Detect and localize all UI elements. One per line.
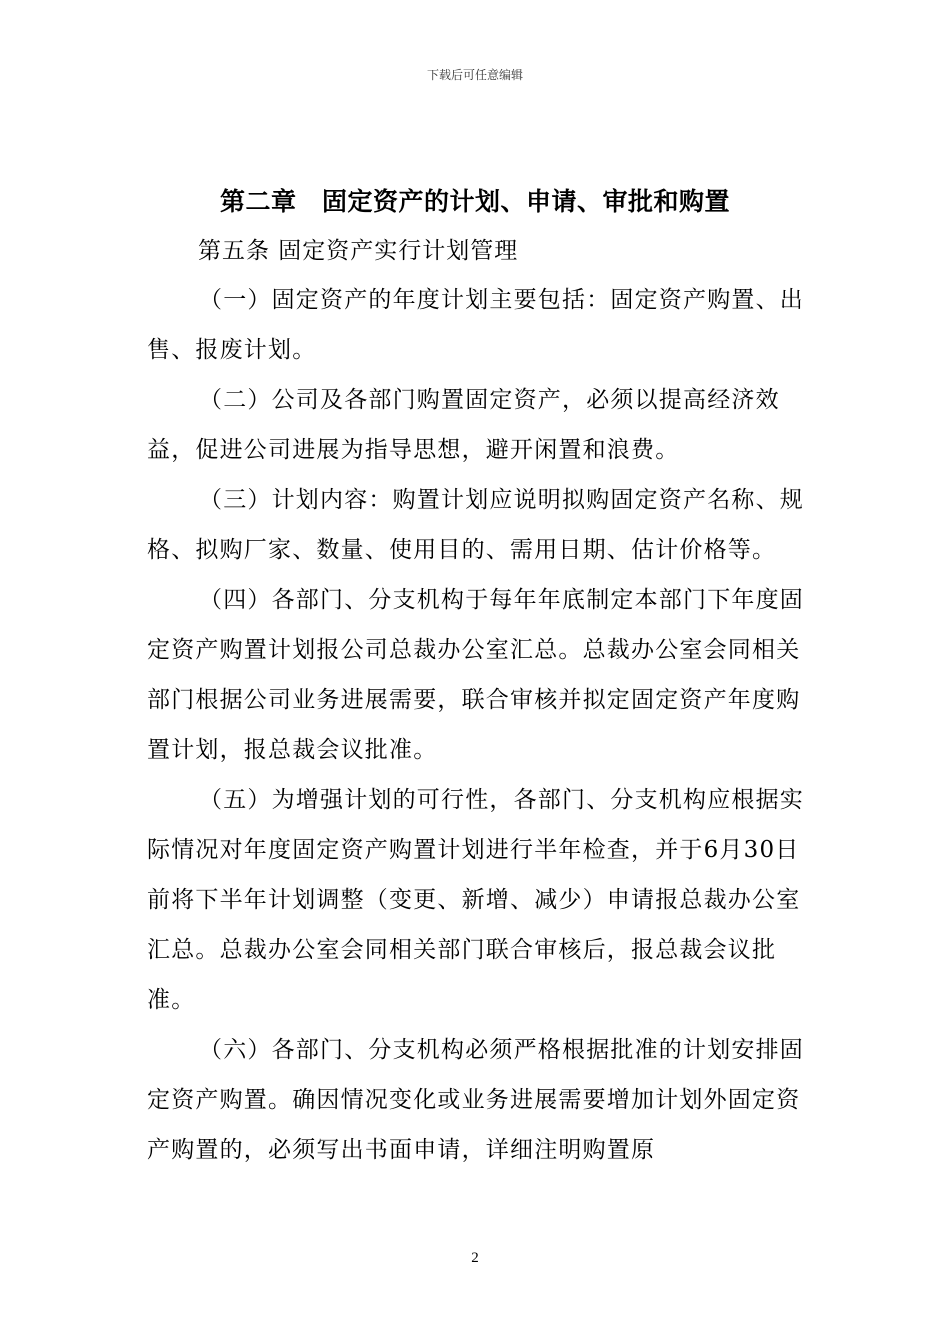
chapter-title: 第二章 固定资产的计划、申请、审批和购置 — [219, 187, 730, 216]
paragraph-2: （二）公司及各部门购置固定资产，必须以提高经济效益，促进公司进展为指导思想，避开闲置和浪费。 — [147, 387, 780, 463]
document-body — [147, 275, 807, 1175]
paragraph-6: （六）各部门、分支机构必须严格根据批准的计划安排固定资产购置。确因情况变化或业务进展需要增加计划外固定资产购置的，必须写出书面申请，详细注明购置原 — [147, 1037, 804, 1163]
paragraph-5: （五）为增强计划的可行性，各部门、分支机构应根据实际情况对年度固定资产购置计划进行半年检查，并于6月30日前将下半年计划调整（变更、新增、减少）申请报总裁办公室汇总。总裁办公室会同相关部门联合审核后，报总裁会议批准。 — [147, 787, 804, 1013]
article-title: 第五条 固定资产实行计划管理 — [198, 238, 519, 264]
page-number: 2 — [471, 1250, 479, 1266]
paragraph-4: （四）各部门、分支机构于每年年底制定本部门下年度固定资产购置计划报公司总裁办公室汇总。总裁办公室会同相关部门根据公司业务进展需要，联合审核并拟定固定资产年度购置计划，报总裁会议批准。 — [147, 587, 804, 763]
header-note: 下载后可任意编辑 — [426, 68, 523, 82]
paragraph-3: （三）计划内容：购置计划应说明拟购固定资产名称、规格、拟购厂家、数量、使用目的、需用日期、估计价格等。 — [147, 487, 804, 563]
paragraph-1: （一）固定资产的年度计划主要包括：固定资产购置、出售、报废计划。 — [147, 287, 804, 363]
